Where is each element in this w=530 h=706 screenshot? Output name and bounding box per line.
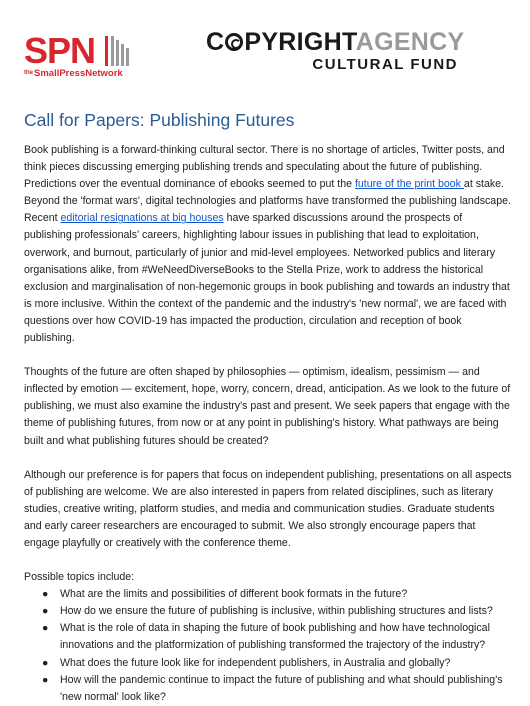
page-title: Call for Papers: Publishing Futures: [24, 110, 295, 130]
scope-paragraph: Although our preference is for papers that focus on independent publishing, presentations on all aspects of publishing are welcome. We are also interested in papers from related disciplines, such as literary studies, creative writing, platform studies, and media and communication studies. Graduate students and early career researchers are encouraged to submit. We also strongly encourage papers that engage playfully or creatively with the conference theme.: [24, 468, 512, 549]
list-item: [24, 586, 512, 603]
spn-logo-name: SmallPressNetwork: [34, 68, 123, 79]
futures-paragraph: Thoughts of the future are often shaped by philosophies — optimism, idealism, pessimism — and inflected by emotion — excitement, hope, worry, concern, dread, anticipation. As we look to the future of publishing, we must also examine the industry's past and present. We seek papers that engage with the theme of publishing futures, from now or at any point in publishing's history. What pathways are being built and what publishing futures should be created?: [24, 366, 511, 447]
bullet-icon: ●: [42, 622, 49, 635]
intro-text-end: have sparked discussions around the prospects of publishing professionals' careers, highlighting labour issues in publishing that lead to exploitation, overwork, and burnout, particularly of junior and mid-level employees. Networked publics and literary organisations alike, from #WeNeedDiverseBooks to the Stella Prize, work to address the historical exclusion and marginalisation of non-hegemonic groups in book publishing and towards an industry that is more inclusive. Within the context of the pandemic and the industry's 'new normal', we are faced with questions over how COVID-19 has impacted the production, circulation and reception of book publishing.: [24, 212, 510, 345]
copyright-agency-logo: [206, 28, 466, 74]
bullet-icon: ●: [42, 673, 49, 686]
list-item: [24, 603, 512, 620]
page-header: [0, 0, 530, 90]
document-body: [24, 142, 512, 706]
list-item: [24, 655, 512, 672]
topic-list: [24, 586, 512, 706]
intro-paragraph: [24, 142, 512, 347]
topics-intro: Possible topics include:: [24, 571, 135, 584]
topic-text: What are the limits and possibilities of different book formats in the future?: [60, 588, 408, 601]
ca-wordmark-c: C: [206, 28, 225, 56]
spn-logo-the: the: [24, 70, 33, 76]
future-of-print-book-link[interactable]: future of the print book: [354, 178, 464, 191]
bullet-icon: ●: [42, 656, 49, 669]
cultural-fund-label: CULTURAL FUND: [312, 56, 458, 73]
ca-wordmark-agency: AGENCY: [355, 28, 465, 56]
copyright-symbol-icon: [225, 33, 243, 51]
topic-text: What is the role of data in shaping the future of book publishing and how have technological innovations and the platformization of publishing transformed the trajectory of the industry?: [60, 622, 490, 652]
spn-logo-letters: SPN: [24, 30, 96, 71]
bullet-icon: ●: [42, 588, 49, 601]
topic-text: What does the future look like for independent publishers, in Australia and globally?: [60, 656, 451, 669]
small-press-network-logo: [24, 30, 136, 80]
intro-text-middle: at stake. Beyond the 'format wars', digital technologies and platforms have transformed the publishing landscape. Recent: [24, 178, 511, 225]
topic-text: How do we ensure the future of publishing is inclusive, within publishing structures and lists?: [60, 605, 493, 618]
ca-wordmark-pyright: PYRIGHT: [244, 28, 356, 56]
editorial-resignations-link[interactable]: editorial resignations at big houses: [60, 212, 224, 225]
list-item: [24, 620, 512, 654]
intro-text-start: Book publishing is a forward-thinking cultural sector. There is no shortage of articles, Twitter posts, and think pieces discussing emerging publishing trends and speculating about the future of publishing. Predictions over the eventual dominance of ebooks seemed to put the: [24, 144, 505, 191]
copyright-agency-wordmark: [206, 28, 465, 56]
spn-bars-icon: [105, 36, 129, 66]
bullet-icon: ●: [42, 605, 49, 618]
spn-logo-subtitle: [24, 68, 123, 79]
topic-text: How will the pandemic continue to impact the future of publishing and what should publishing's 'new normal' look like?: [60, 673, 503, 703]
list-item: [24, 672, 512, 706]
